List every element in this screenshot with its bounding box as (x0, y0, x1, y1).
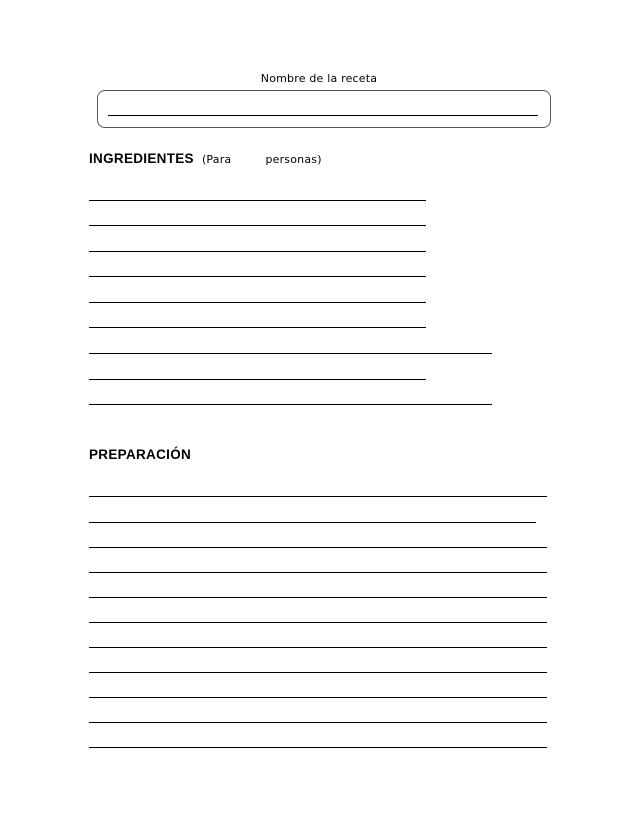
ingredient-line[interactable] (89, 353, 492, 354)
preparation-line[interactable] (89, 572, 547, 573)
preparation-line[interactable] (89, 672, 547, 673)
ingredient-line[interactable] (89, 200, 426, 201)
ingredients-heading (89, 151, 322, 166)
preparation-line[interactable] (89, 647, 547, 648)
preparation-line[interactable] (89, 697, 547, 698)
ingredient-line[interactable] (89, 327, 426, 328)
recipe-name-line (108, 115, 538, 116)
preparation-line[interactable] (89, 722, 547, 723)
preparation-line[interactable] (89, 622, 547, 623)
recipe-name-label: Nombre de la receta (260, 72, 378, 85)
ingredient-line[interactable] (89, 276, 426, 277)
servings-prefix: (Para (201, 153, 232, 166)
preparation-line[interactable] (89, 747, 547, 748)
preparation-line[interactable] (89, 496, 547, 497)
ingredient-line[interactable] (89, 379, 426, 380)
ingredient-line[interactable] (89, 404, 492, 405)
preparation-line[interactable] (89, 597, 547, 598)
preparation-line[interactable] (89, 547, 547, 548)
ingredient-line[interactable] (89, 225, 426, 226)
servings-suffix: personas) (265, 153, 322, 166)
ingredients-heading-text: INGREDIENTES (89, 151, 194, 166)
preparation-heading: PREPARACIÓN (89, 447, 192, 462)
recipe-name-field[interactable] (97, 90, 551, 128)
ingredient-line[interactable] (89, 251, 426, 252)
preparation-line[interactable] (89, 522, 536, 523)
ingredient-line[interactable] (89, 302, 426, 303)
